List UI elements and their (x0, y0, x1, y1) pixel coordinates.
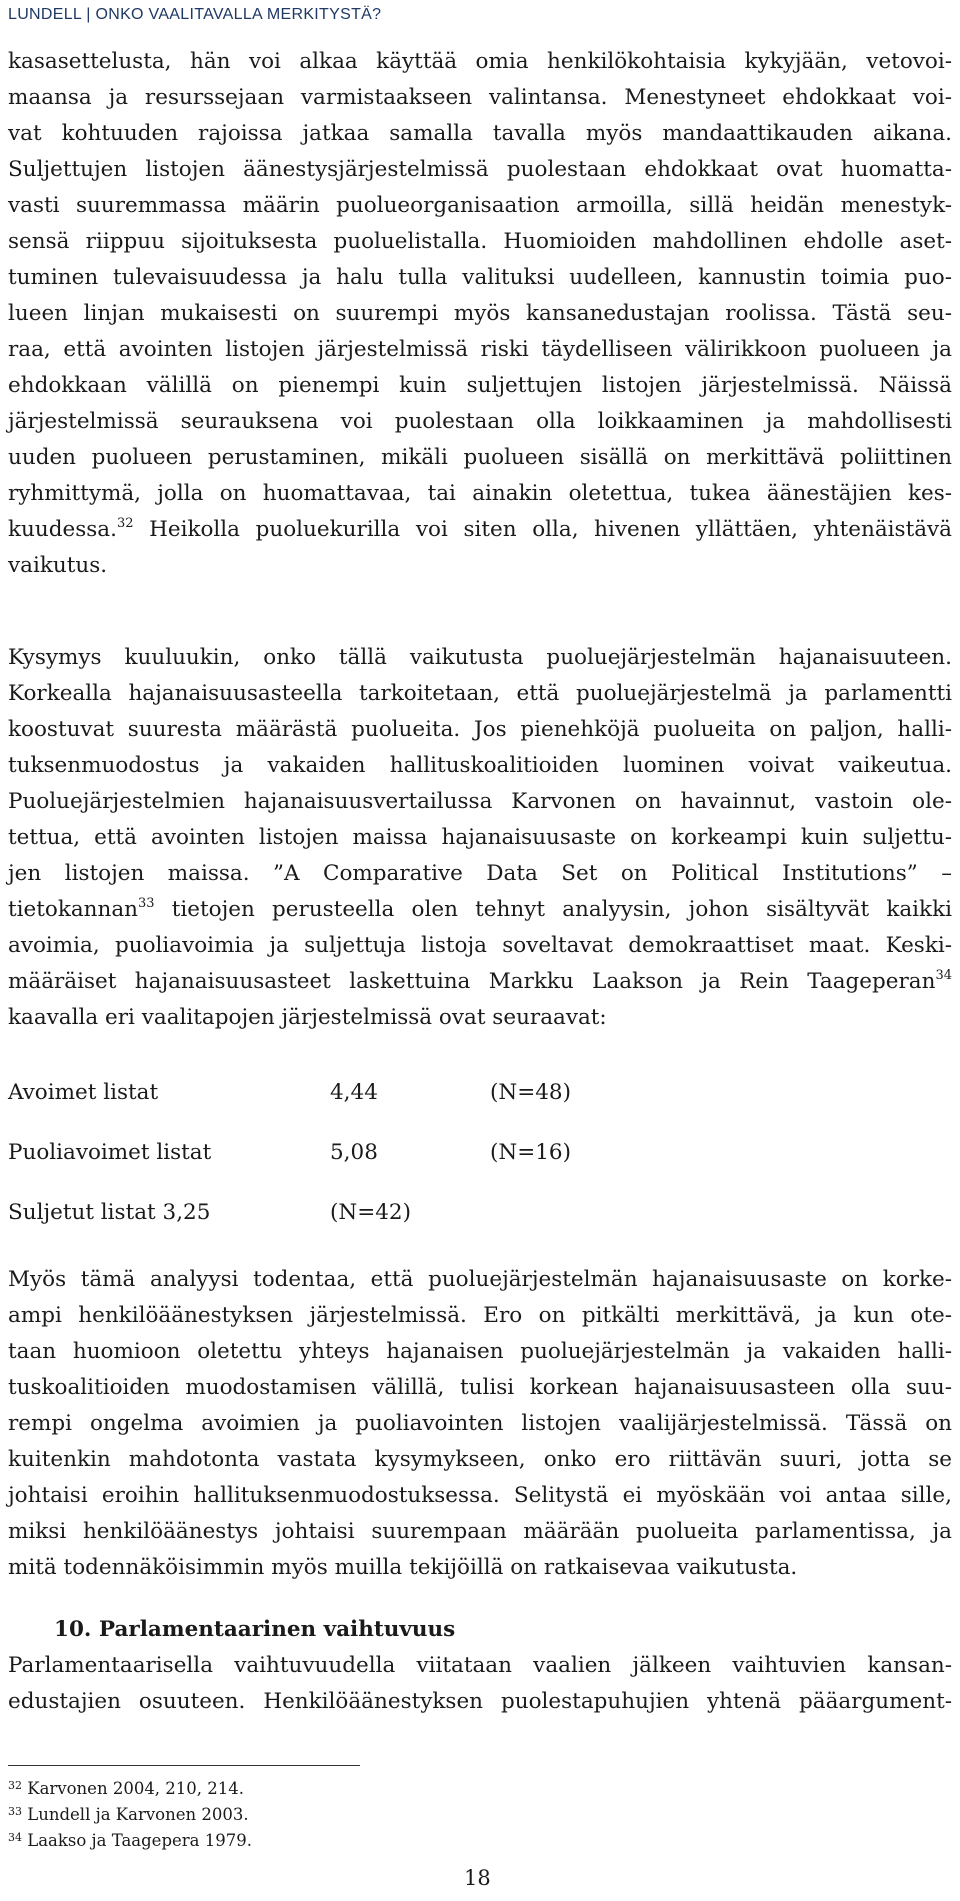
footnote-ref-33[interactable]: 33 (138, 896, 155, 911)
p1-line-1: kasasettelusta, hän voi alkaa käyttää omia henkilökohtaisia kykyjään, vetovoi- (8, 49, 952, 74)
p3-line-8: miksi henkilöäänestys johtaisi suurempaan määrään puolueita parlamentissa, ja (8, 1519, 952, 1544)
footnote-text: Laakso ja Taagepera 1979. (27, 1831, 252, 1850)
p1-line-3: vat kohtuuden rajoissa jatkaa samalla tavalla myös mandaattikauden aikana. (8, 121, 952, 146)
p2-line-8 (8, 892, 952, 928)
p1-line-5: vasti suuremmassa määrin puolueorganisaation armoilla, sillä heidän menestyk- (8, 193, 952, 218)
footnote-ref-32[interactable]: 32 (116, 516, 134, 531)
p1-line-13: ryhmittymä, jolla on huomattavaa, tai ainakin oletettua, tukea äänestäjien kes- (8, 481, 952, 506)
footnote-number: 34 (8, 1831, 22, 1844)
p1-line-10: ehdokkaan välillä on pienempi kuin suljettujen listojen järjestelmissä. Näissä (8, 373, 952, 398)
result-value: 5,08 (330, 1140, 378, 1165)
p2-line-10 (8, 964, 952, 1000)
p1-line-8: lueen linjan mukaisesti on suurempi myös kansanedustajan roolissa. Tästä seu- (8, 301, 952, 326)
result-value: 4,44 (330, 1080, 378, 1105)
footnote-separator (8, 1765, 360, 1766)
footnote-number: 33 (8, 1805, 22, 1818)
footnote-32 (8, 1776, 244, 1802)
p1-line-9: raa, että avointen listojen järjestelmissä riski täydelliseen välirikkoon puolueen ja (8, 337, 952, 362)
p1-line-6: sensä riippuu sijoituksesta puoluelistalla. Huomioiden mahdollinen ehdolle aset- (8, 229, 952, 254)
running-header: LUNDELL | ONKO VAALITAVALLA MERKITYSTÄ? (8, 6, 382, 23)
p2-line-8-end: tietojen perusteella olen tehnyt analyysin, johon sisältyvät kaikki (154, 897, 952, 922)
p2-line-6: tettua, että avointen listojen maissa hajanaisuusaste on korkeampi kuin suljettu- (8, 825, 952, 850)
footnote-ref-34[interactable]: 34 (935, 968, 952, 983)
footnote-text: Lundell ja Karvonen 2003. (27, 1805, 249, 1824)
p3-line-2: ampi henkilöäänestyksen järjestelmissä. Ero on pitkälti merkittävä, ja kun ote- (8, 1303, 952, 1328)
section-heading (54, 1612, 455, 1648)
footnote-33 (8, 1802, 249, 1828)
p2-line-2: Korkealla hajanaisuusasteella tarkoitetaan, että puoluejärjestelmä ja parlamentti (8, 681, 952, 706)
p2-last-line: kaavalla eri vaalitapojen järjestelmissä ovat seuraavat: (8, 1005, 607, 1030)
p2-line-5: Puoluejärjestelmien hajanaisuusvertailussa Karvonen on havainnut, vastoin ole- (8, 789, 952, 814)
p1-line-14-end: Heikolla puoluekurilla voi siten olla, hivenen yllättäen, yhtenäistävä (133, 517, 952, 542)
page-number: 18 (464, 1866, 491, 1890)
p1-line-2: maansa ja resurssejaan varmistaakseen valintansa. Menestyneet ehdokkaat voi- (8, 85, 952, 110)
p4-line-2: edustajien osuuteen. Henkilöäänestyksen puolestapuhujien yhtenä pääargument- (8, 1689, 952, 1714)
result-label: Puoliavoimet listat (8, 1140, 212, 1165)
p1-line-14-start: kuudessa. (8, 517, 117, 542)
p1-line-14 (8, 512, 952, 548)
p3-line-4: tuskoalitioiden muodostamisen välillä, tulisi korkean hajanaisuusasteen olla suu- (8, 1375, 952, 1400)
section-number: 10. (54, 1617, 92, 1642)
footnote-34 (8, 1828, 252, 1854)
result-n: (N=16) (490, 1140, 571, 1165)
p2-line-1: Kysymys kuuluukin, onko tällä vaikutusta puoluejärjestelmän hajanaisuuteen. (8, 645, 952, 670)
p2-line-7: jen listojen maissa. ”A Comparative Data Set on Political Institutions” – (8, 861, 952, 886)
p2-line-4: tuksenmuodostus ja vakaiden hallituskoalitioiden luominen voivat vaikeutua. (8, 753, 952, 778)
section-title: Parlamentaarinen vaihtuvuus (98, 1617, 456, 1642)
result-n: (N=42) (330, 1200, 411, 1225)
p1-line-4: Suljettujen listojen äänestysjärjestelmissä puolestaan ehdokkaat ovat huomatta- (8, 157, 952, 182)
p2-line-3: koostuvat suuresta määrästä puolueita. Jos pienehköjä puolueita on paljon, halli- (8, 717, 952, 742)
footnote-number: 32 (8, 1779, 22, 1792)
result-label: Suljetut listat 3,25 (8, 1200, 211, 1225)
result-label: Avoimet listat (8, 1080, 159, 1105)
footnote-text: Karvonen 2004, 210, 214. (27, 1779, 245, 1798)
p3-line-6: kuitenkin mahdotonta vastata kysymykseen, onko ero riittävän suuri, jotta se (8, 1447, 952, 1472)
p1-line-12: uuden puolueen perustaminen, mikäli puolueen sisällä on merkittävä poliittinen (8, 445, 952, 470)
p3-line-3: taan huomioon oletettu yhteys hajanaisen puoluejärjestelmän ja vakaiden halli- (8, 1339, 952, 1364)
p2-line-10-text: määräiset hajanaisuusasteet laskettuina Markku Laakson ja Rein Taageperan (8, 969, 936, 994)
p1-line-7: tuminen tulevaisuudessa ja halu tulla valituksi uudelleen, kannustin toimia puo- (8, 265, 952, 290)
p2-line-9: avoimia, puoliavoimia ja suljettuja listoja soveltavat demokraattiset maat. Keski- (8, 933, 952, 958)
p3-line-1: Myös tämä analyysi todentaa, että puoluejärjestelmän hajanaisuusaste on korke- (8, 1267, 952, 1292)
p2-line-8-start: tietokannan (8, 897, 139, 922)
p1-last-line: vaikutus. (8, 553, 108, 578)
p1-line-11: järjestelmissä seurauksena voi puolestaan olla loikkaaminen ja mahdollisesti (8, 409, 952, 434)
result-n: (N=48) (490, 1080, 571, 1105)
p4-line-1: Parlamentaarisella vaihtuvuudella viitataan vaalien jälkeen vaihtuvien kansan- (8, 1653, 952, 1678)
p3-last-line: mitä todennäköisimmin myös muilla tekijöillä on ratkaisevaa vaikutusta. (8, 1555, 798, 1580)
p3-line-7: johtaisi eroihin hallituksenmuodostuksessa. Selitystä ei myöskään voi antaa sille, (8, 1483, 952, 1508)
p3-line-5: rempi ongelma avoimien ja puoliavointen listojen vaalijärjestelmissä. Tässä on (8, 1411, 952, 1436)
